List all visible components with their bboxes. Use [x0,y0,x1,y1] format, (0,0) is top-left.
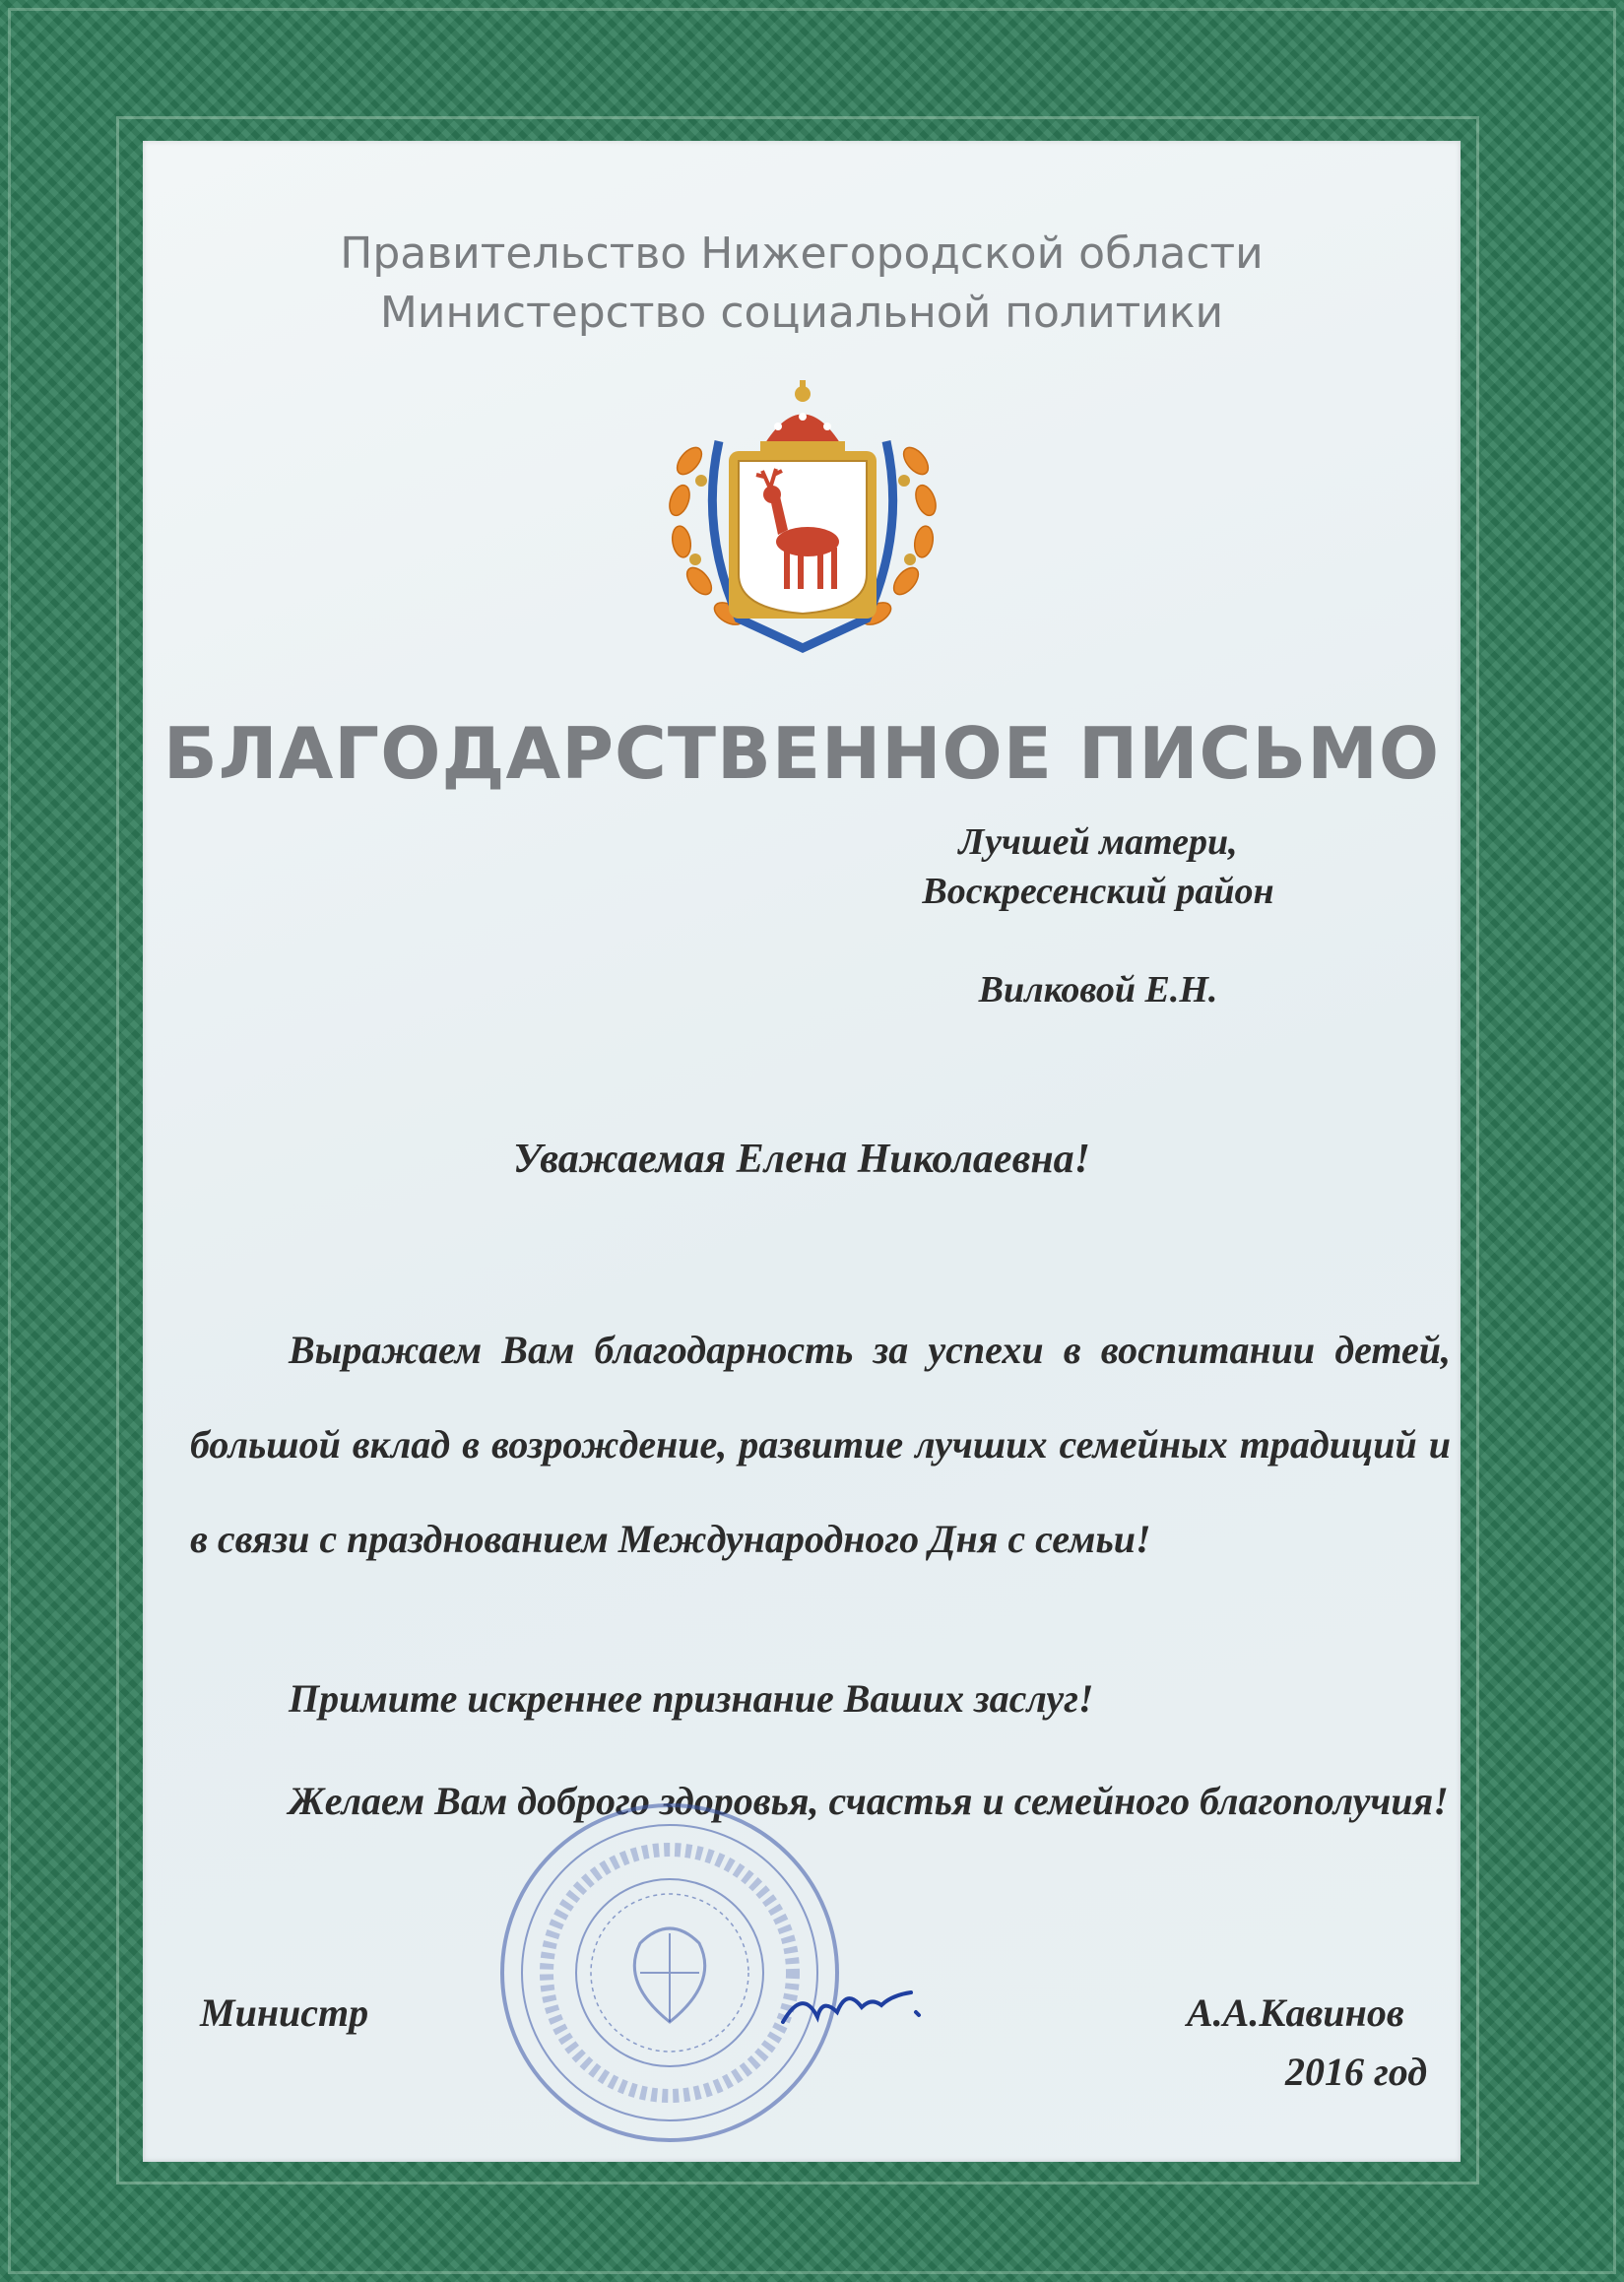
greeting: Уважаемая Елена Николаевна! [513,1137,1090,1182]
document-year: 2016 год [1285,2050,1428,2094]
body-paragraph-3: Желаем Вам доброго здоровья, счастья и семейного благополучия! [289,1779,1449,1823]
addressee-line-2: Воскресенский район [922,871,1274,912]
letter-paper [143,141,1461,2162]
ministry-name: Министерство социальной политики [379,288,1224,338]
coat-of-arms-icon [660,372,945,668]
signatory-name: А.А.Кавинов [1187,1990,1404,2035]
body-paragraph-1: Выражаем Вам благодарность за успехи в воспитании детей, большой вклад в возрождение, развитие лучших семейных традиций и в связи с празднованием Международного Дня с семьи! [190,1328,1451,1561]
addressee-name: Вилковой Е.Н. [978,969,1218,1011]
body-paragraph-2: Примите искреннее признание Ваших заслуг! [289,1676,1094,1721]
document-title: БЛАГОДАРСТВЕННОЕ ПИСЬМО [162,712,1441,795]
government-name: Правительство Нижегородской области [340,228,1264,279]
signature-icon [773,1968,931,2037]
addressee-line-1: Лучшей матери, [958,821,1238,863]
signatory-position: Министр [200,1990,369,2035]
